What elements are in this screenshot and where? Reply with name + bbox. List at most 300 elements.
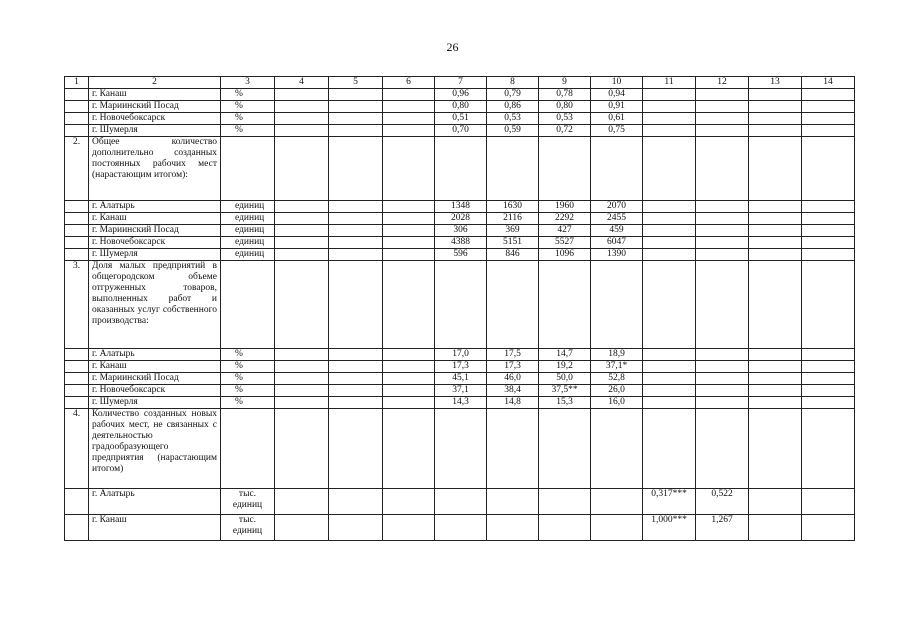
value-cell: 1096: [539, 249, 591, 261]
value-cell: 26,0: [591, 385, 643, 397]
unit-cell: тыс. единиц: [221, 515, 275, 541]
city-label: г. Шумерля: [89, 249, 221, 261]
value-cell: 369: [487, 225, 539, 237]
value-cell: [329, 125, 383, 137]
table-row: [65, 213, 855, 225]
row-number-cell: [65, 515, 89, 541]
value-cell: [749, 101, 802, 113]
value-cell: 17,3: [435, 361, 487, 373]
value-cell: [802, 89, 855, 101]
table-row: [65, 249, 855, 261]
unit-cell: %: [221, 361, 275, 373]
value-cell: [275, 361, 329, 373]
value-cell: 1960: [539, 201, 591, 213]
value-cell: 19,2: [539, 361, 591, 373]
column-header: 9: [539, 77, 591, 89]
value-cell: [696, 101, 749, 113]
value-cell: [275, 113, 329, 125]
city-label: г. Мариинский Посад: [89, 373, 221, 385]
page-number: 26: [446, 40, 459, 54]
value-cell: [749, 125, 802, 137]
value-cell: [802, 237, 855, 249]
value-cell: [696, 261, 749, 349]
value-cell: 2116: [487, 213, 539, 225]
value-cell: [749, 515, 802, 541]
value-cell: [749, 89, 802, 101]
value-cell: [749, 385, 802, 397]
row-number-cell: 3.: [65, 261, 89, 349]
row-number-cell: [65, 397, 89, 409]
value-cell: 1390: [591, 249, 643, 261]
value-cell: [383, 349, 435, 361]
value-cell: [539, 137, 591, 201]
city-label: г. Мариинский Посад: [89, 225, 221, 237]
value-cell: [329, 237, 383, 249]
value-cell: [802, 409, 855, 489]
value-cell: 17,0: [435, 349, 487, 361]
value-cell: [383, 385, 435, 397]
column-header: 7: [435, 77, 487, 89]
indicator-description: Доля малых предприятий в общегородском объеме отгруженных товаров, выполненных работ и оказанных услуг собственного производства:: [89, 261, 221, 349]
value-cell: [643, 361, 696, 373]
value-cell: 1348: [435, 201, 487, 213]
column-header: 5: [329, 77, 383, 89]
indicator-table: [64, 76, 855, 541]
value-cell: 0,96: [435, 89, 487, 101]
value-cell: [275, 515, 329, 541]
value-cell: 18,9: [591, 349, 643, 361]
value-cell: 0,91: [591, 101, 643, 113]
value-cell: 37,5**: [539, 385, 591, 397]
value-cell: 0,61: [591, 113, 643, 125]
value-cell: 427: [539, 225, 591, 237]
value-cell: [329, 261, 383, 349]
row-number-cell: [65, 349, 89, 361]
unit-cell: единиц: [221, 249, 275, 261]
row-number-cell: [65, 125, 89, 137]
value-cell: [329, 349, 383, 361]
row-number-cell: [65, 385, 89, 397]
value-cell: 0,79: [487, 89, 539, 101]
value-cell: [539, 409, 591, 489]
section-row: [65, 261, 855, 349]
value-cell: [487, 409, 539, 489]
value-cell: [383, 515, 435, 541]
value-cell: [329, 89, 383, 101]
value-cell: [275, 137, 329, 201]
value-cell: [383, 409, 435, 489]
value-cell: 17,5: [487, 349, 539, 361]
value-cell: [696, 213, 749, 225]
value-cell: [487, 515, 539, 541]
value-cell: 1630: [487, 201, 539, 213]
value-cell: 0,75: [591, 125, 643, 137]
value-cell: [275, 213, 329, 225]
row-number-cell: [65, 113, 89, 125]
value-cell: [749, 249, 802, 261]
city-label: г. Канаш: [89, 361, 221, 373]
value-cell: [696, 225, 749, 237]
column-header: 2: [89, 77, 221, 89]
table-row: [65, 89, 855, 101]
value-cell: 14,7: [539, 349, 591, 361]
unit-cell: %: [221, 397, 275, 409]
value-cell: [329, 361, 383, 373]
city-label: г. Канаш: [89, 213, 221, 225]
unit-cell: %: [221, 125, 275, 137]
value-cell: [383, 101, 435, 113]
value-cell: [329, 213, 383, 225]
value-cell: [749, 361, 802, 373]
value-cell: [643, 201, 696, 213]
value-cell: [275, 125, 329, 137]
value-cell: [383, 237, 435, 249]
value-cell: [749, 201, 802, 213]
value-cell: [383, 397, 435, 409]
value-cell: 38,4: [487, 385, 539, 397]
row-number-cell: [65, 489, 89, 515]
value-cell: [487, 489, 539, 515]
value-cell: [643, 89, 696, 101]
value-cell: [749, 237, 802, 249]
value-cell: 0,53: [539, 113, 591, 125]
row-number-cell: [65, 361, 89, 373]
value-cell: [802, 225, 855, 237]
value-cell: [329, 137, 383, 201]
value-cell: [696, 349, 749, 361]
value-cell: [591, 515, 643, 541]
value-cell: [749, 349, 802, 361]
city-label: г. Канаш: [89, 515, 221, 541]
value-cell: [275, 261, 329, 349]
unit-cell: %: [221, 101, 275, 113]
value-cell: [539, 515, 591, 541]
value-cell: [275, 225, 329, 237]
value-cell: [802, 397, 855, 409]
value-cell: 846: [487, 249, 539, 261]
value-cell: 46,0: [487, 373, 539, 385]
value-cell: [802, 385, 855, 397]
value-cell: 37,1*: [591, 361, 643, 373]
table-row: [65, 201, 855, 213]
value-cell: 2028: [435, 213, 487, 225]
value-cell: [591, 409, 643, 489]
value-cell: [383, 261, 435, 349]
value-cell: [383, 201, 435, 213]
value-cell: [329, 489, 383, 515]
value-cell: 14,8: [487, 397, 539, 409]
table-row: [65, 397, 855, 409]
value-cell: [275, 101, 329, 113]
value-cell: [696, 385, 749, 397]
table-row: [65, 361, 855, 373]
city-label: г. Алатырь: [89, 201, 221, 213]
value-cell: [696, 409, 749, 489]
value-cell: [329, 409, 383, 489]
table-row: [65, 125, 855, 137]
value-cell: 45,1: [435, 373, 487, 385]
value-cell: [696, 361, 749, 373]
value-cell: [383, 89, 435, 101]
value-cell: [383, 125, 435, 137]
value-cell: [329, 385, 383, 397]
value-cell: [275, 249, 329, 261]
value-cell: [643, 213, 696, 225]
value-cell: [275, 237, 329, 249]
value-cell: 0,317***: [643, 489, 696, 515]
table-row: [65, 515, 855, 541]
value-cell: [591, 261, 643, 349]
value-cell: [749, 113, 802, 125]
value-cell: [802, 489, 855, 515]
row-number-cell: 4.: [65, 409, 89, 489]
column-header: 12: [696, 77, 749, 89]
value-cell: 0,86: [487, 101, 539, 113]
city-label: г. Новочебоксарск: [89, 385, 221, 397]
unit-cell: единиц: [221, 201, 275, 213]
value-cell: [643, 225, 696, 237]
row-number-cell: [65, 89, 89, 101]
value-cell: [275, 349, 329, 361]
row-number-cell: [65, 213, 89, 225]
unit-cell: единиц: [221, 237, 275, 249]
table-row: [65, 373, 855, 385]
value-cell: [329, 201, 383, 213]
value-cell: [802, 213, 855, 225]
city-label: г. Шумерля: [89, 397, 221, 409]
value-cell: [696, 201, 749, 213]
value-cell: [802, 515, 855, 541]
unit-cell: единиц: [221, 213, 275, 225]
value-cell: [643, 261, 696, 349]
value-cell: [275, 201, 329, 213]
column-header: 6: [383, 77, 435, 89]
value-cell: [487, 137, 539, 201]
value-cell: [802, 113, 855, 125]
table-row: [65, 385, 855, 397]
value-cell: [275, 489, 329, 515]
value-cell: [696, 397, 749, 409]
value-cell: 0,51: [435, 113, 487, 125]
value-cell: 5151: [487, 237, 539, 249]
table-row: [65, 237, 855, 249]
value-cell: 17,3: [487, 361, 539, 373]
value-cell: 2070: [591, 201, 643, 213]
value-cell: 306: [435, 225, 487, 237]
value-cell: [696, 373, 749, 385]
table-row: [65, 113, 855, 125]
value-cell: [802, 125, 855, 137]
value-cell: [383, 137, 435, 201]
value-cell: 14,3: [435, 397, 487, 409]
value-cell: [643, 409, 696, 489]
unit-cell: [221, 261, 275, 349]
row-number-cell: [65, 101, 89, 113]
value-cell: 5527: [539, 237, 591, 249]
value-cell: 1,000***: [643, 515, 696, 541]
value-cell: [329, 225, 383, 237]
column-header: 3: [221, 77, 275, 89]
value-cell: [487, 261, 539, 349]
value-cell: [435, 489, 487, 515]
value-cell: 16,0: [591, 397, 643, 409]
city-label: г. Алатырь: [89, 349, 221, 361]
value-cell: [696, 237, 749, 249]
value-cell: [802, 137, 855, 201]
value-cell: [383, 489, 435, 515]
unit-cell: %: [221, 373, 275, 385]
value-cell: [802, 101, 855, 113]
value-cell: 0,70: [435, 125, 487, 137]
value-cell: [329, 515, 383, 541]
value-cell: [275, 89, 329, 101]
value-cell: [329, 113, 383, 125]
city-label: г. Шумерля: [89, 125, 221, 137]
value-cell: [643, 125, 696, 137]
value-cell: [643, 373, 696, 385]
value-cell: [383, 113, 435, 125]
value-cell: [383, 373, 435, 385]
header-row: [65, 77, 855, 89]
value-cell: [275, 385, 329, 397]
value-cell: [539, 489, 591, 515]
value-cell: 0,53: [487, 113, 539, 125]
value-cell: [329, 397, 383, 409]
city-label: г. Мариинский Посад: [89, 101, 221, 113]
unit-cell: тыс. единиц: [221, 489, 275, 515]
value-cell: [802, 361, 855, 373]
value-cell: [749, 225, 802, 237]
value-cell: [643, 237, 696, 249]
value-cell: [696, 137, 749, 201]
value-cell: [802, 201, 855, 213]
value-cell: 1,267: [696, 515, 749, 541]
city-label: г. Алатырь: [89, 489, 221, 515]
row-number-cell: [65, 225, 89, 237]
value-cell: [643, 137, 696, 201]
value-cell: [696, 125, 749, 137]
city-label: г. Новочебоксарск: [89, 113, 221, 125]
city-label: г. Новочебоксарск: [89, 237, 221, 249]
unit-cell: [221, 409, 275, 489]
value-cell: [696, 249, 749, 261]
value-cell: 52,8: [591, 373, 643, 385]
value-cell: 596: [435, 249, 487, 261]
value-cell: 0,522: [696, 489, 749, 515]
value-cell: 0,80: [435, 101, 487, 113]
value-cell: [749, 137, 802, 201]
value-cell: 0,94: [591, 89, 643, 101]
row-number-cell: [65, 249, 89, 261]
value-cell: [435, 515, 487, 541]
row-number-cell: 2.: [65, 137, 89, 201]
row-number-cell: [65, 201, 89, 213]
value-cell: 0,80: [539, 101, 591, 113]
value-cell: [435, 261, 487, 349]
value-cell: [383, 361, 435, 373]
value-cell: [749, 213, 802, 225]
unit-cell: %: [221, 113, 275, 125]
city-label: г. Канаш: [89, 89, 221, 101]
table-row: [65, 349, 855, 361]
section-row: [65, 409, 855, 489]
value-cell: [802, 249, 855, 261]
value-cell: 4388: [435, 237, 487, 249]
value-cell: [275, 397, 329, 409]
column-header: 8: [487, 77, 539, 89]
column-header: 13: [749, 77, 802, 89]
value-cell: [329, 101, 383, 113]
value-cell: [802, 261, 855, 349]
column-header: 10: [591, 77, 643, 89]
section-row: [65, 137, 855, 201]
value-cell: [643, 249, 696, 261]
unit-cell: %: [221, 89, 275, 101]
value-cell: 6047: [591, 237, 643, 249]
unit-cell: %: [221, 385, 275, 397]
value-cell: [749, 489, 802, 515]
column-header: 11: [643, 77, 696, 89]
value-cell: [329, 249, 383, 261]
value-cell: [383, 213, 435, 225]
value-cell: [802, 373, 855, 385]
value-cell: [696, 89, 749, 101]
value-cell: [802, 349, 855, 361]
value-cell: 0,59: [487, 125, 539, 137]
value-cell: [329, 373, 383, 385]
value-cell: [435, 409, 487, 489]
value-cell: [696, 113, 749, 125]
value-cell: 50,0: [539, 373, 591, 385]
value-cell: [643, 385, 696, 397]
table-row: [65, 225, 855, 237]
unit-cell: %: [221, 349, 275, 361]
value-cell: [591, 137, 643, 201]
value-cell: [749, 373, 802, 385]
column-header: 4: [275, 77, 329, 89]
indicator-description: Общее количество дополнительно созданных постоянных рабочих мест (нарастающим итогом):: [89, 137, 221, 201]
unit-cell: [221, 137, 275, 201]
value-cell: [643, 101, 696, 113]
value-cell: [383, 225, 435, 237]
value-cell: 15,3: [539, 397, 591, 409]
row-number-cell: [65, 373, 89, 385]
value-cell: 459: [591, 225, 643, 237]
table-row: [65, 489, 855, 515]
value-cell: [275, 409, 329, 489]
value-cell: [643, 349, 696, 361]
value-cell: [383, 249, 435, 261]
value-cell: [435, 137, 487, 201]
value-cell: [591, 489, 643, 515]
row-number-cell: [65, 237, 89, 249]
value-cell: 0,72: [539, 125, 591, 137]
value-cell: [643, 113, 696, 125]
table-row: [65, 101, 855, 113]
unit-cell: единиц: [221, 225, 275, 237]
column-header: 14: [802, 77, 855, 89]
value-cell: [749, 409, 802, 489]
indicator-description: Количество созданных новых рабочих мест, не связанных с деятельностью градообразующего предприятия (нарастающим итогом): [89, 409, 221, 489]
value-cell: [749, 397, 802, 409]
value-cell: [539, 261, 591, 349]
value-cell: [275, 373, 329, 385]
value-cell: [643, 397, 696, 409]
value-cell: [749, 261, 802, 349]
value-cell: 2292: [539, 213, 591, 225]
value-cell: 0,78: [539, 89, 591, 101]
value-cell: 2455: [591, 213, 643, 225]
